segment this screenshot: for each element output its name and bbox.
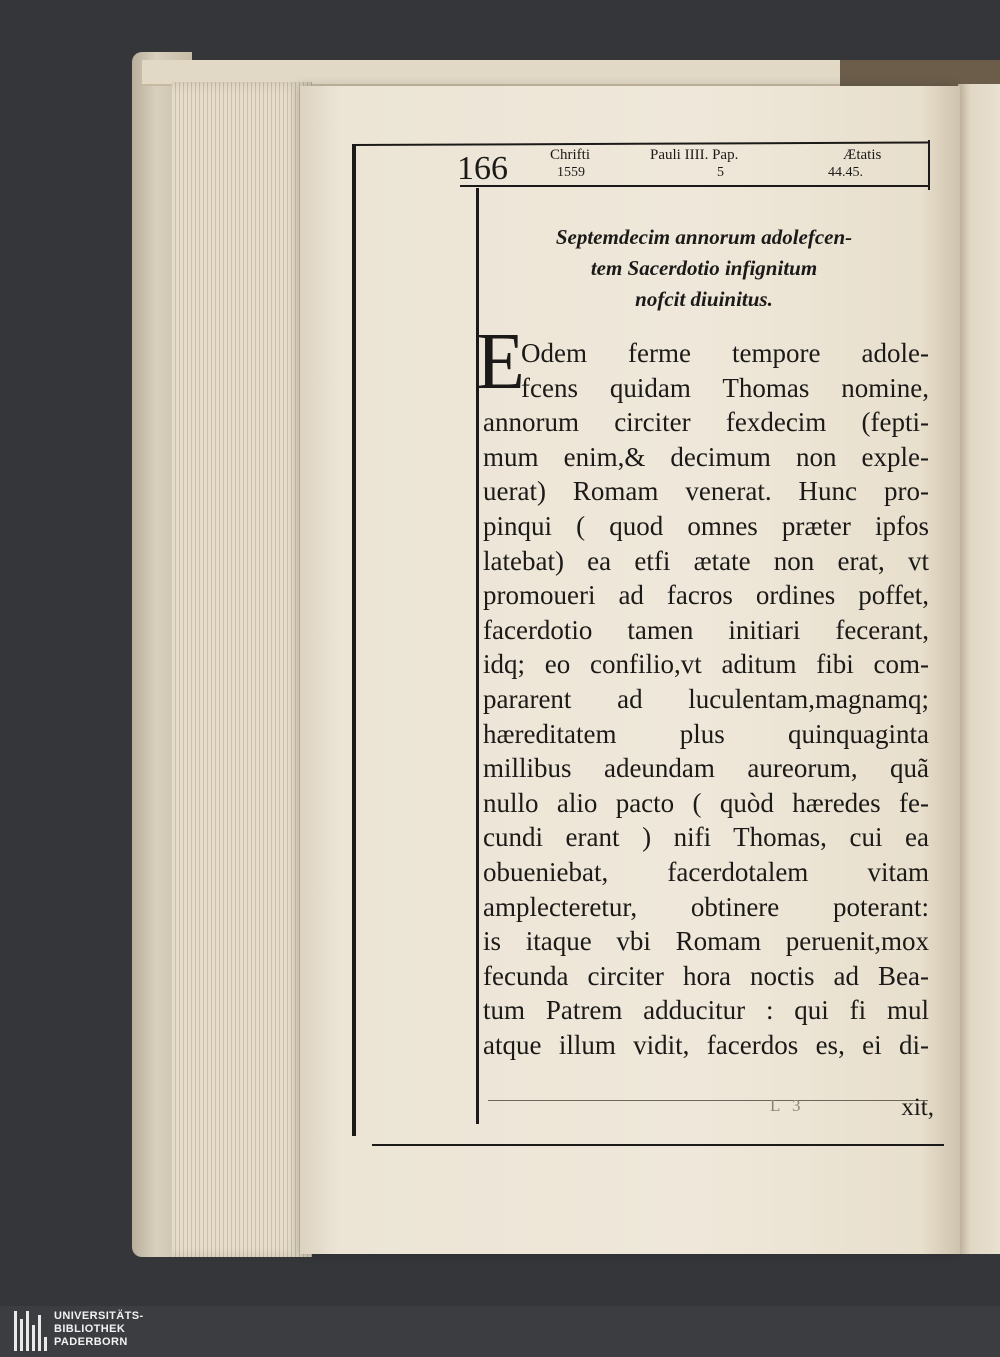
- frame-rule-bottom: [372, 1144, 944, 1146]
- header-rule: [460, 185, 928, 187]
- text-line: obueniebat, facerdotalem vitam: [483, 856, 929, 887]
- body-text: [483, 336, 929, 1062]
- page-block-edges: [172, 82, 312, 1257]
- text-line: pararent ad luculentam,magnamq;: [483, 683, 929, 714]
- text-line: facerdotio tamen initiari fecerant,: [483, 614, 929, 645]
- library-name: [54, 1310, 144, 1349]
- text-line: is itaque vbi Romam peruenit,mox: [483, 926, 929, 957]
- page-number: 166: [457, 150, 508, 187]
- text-line: Odem ferme tempore adole-: [521, 338, 929, 368]
- text-line: millibus adeundam aureorum, quã: [483, 753, 929, 784]
- catchword: xit,: [901, 1094, 934, 1121]
- text-line: fecunda circiter hora noctis ad Bea-: [483, 960, 929, 991]
- text-line: amplecteretur, obtinere poterant:: [483, 891, 929, 922]
- facing-page: [958, 84, 1000, 1254]
- heading-line: tem Sacerdotio infignitum: [590, 256, 818, 280]
- heading-line: nofcit diuinitus.: [635, 287, 773, 311]
- header-year: 1559: [557, 165, 585, 180]
- text-line: uerat) Romam venerat. Hunc pro-: [483, 476, 929, 507]
- text-line: cundi erant ) nifi Thomas, cui ea: [483, 822, 929, 853]
- library-logo-icon: [14, 1311, 48, 1351]
- text-line: pinqui ( quod omnes præter ipfos: [483, 510, 929, 541]
- text-line: idq; eo confilio,vt aditum fibi com-: [483, 649, 929, 680]
- heading-line: Septemdecim annorum adolefcen-: [555, 225, 853, 249]
- header-pontiff: Pauli IIII. Pap.: [650, 147, 739, 163]
- header-christi: Chrifti: [550, 147, 590, 163]
- text-line: nullo alio pacto ( quòd hæredes fe-: [483, 787, 929, 818]
- text-line: tum Patrem adducitur : qui fi mul: [483, 995, 929, 1026]
- text-line: latebat) ea etfi ætate non erat, vt: [483, 545, 929, 576]
- text-line: mum enim,& decimum non exple-: [483, 441, 929, 472]
- section-heading: [485, 222, 923, 315]
- text-line: atque illum vidit, facerdos es, ei di-: [483, 1029, 929, 1060]
- library-name-line: BIBLIOTHEK: [54, 1323, 126, 1335]
- library-footer: [0, 1306, 1000, 1357]
- text-line: promoueri ad facros ordines poffet,: [483, 580, 929, 611]
- text-line: annorum circiter fexdecim (fepti-: [483, 407, 929, 438]
- frame-rule-left: [352, 144, 356, 1136]
- signature-mark: L 3: [770, 1096, 805, 1115]
- frame-rule-right: [928, 140, 930, 190]
- drop-cap: E: [476, 318, 525, 406]
- text-line: hæreditatem plus quinquaginta: [483, 718, 929, 749]
- header-pontificate-year: 5: [717, 165, 724, 180]
- header-age: 44.45.: [828, 165, 863, 180]
- text-line: fcens quidam Thomas nomine,: [521, 372, 929, 403]
- header-aetatis: Ætatis: [843, 147, 882, 163]
- library-name-line: PADERBORN: [54, 1336, 128, 1348]
- library-name-line: UNIVERSITÄTS-: [54, 1310, 144, 1322]
